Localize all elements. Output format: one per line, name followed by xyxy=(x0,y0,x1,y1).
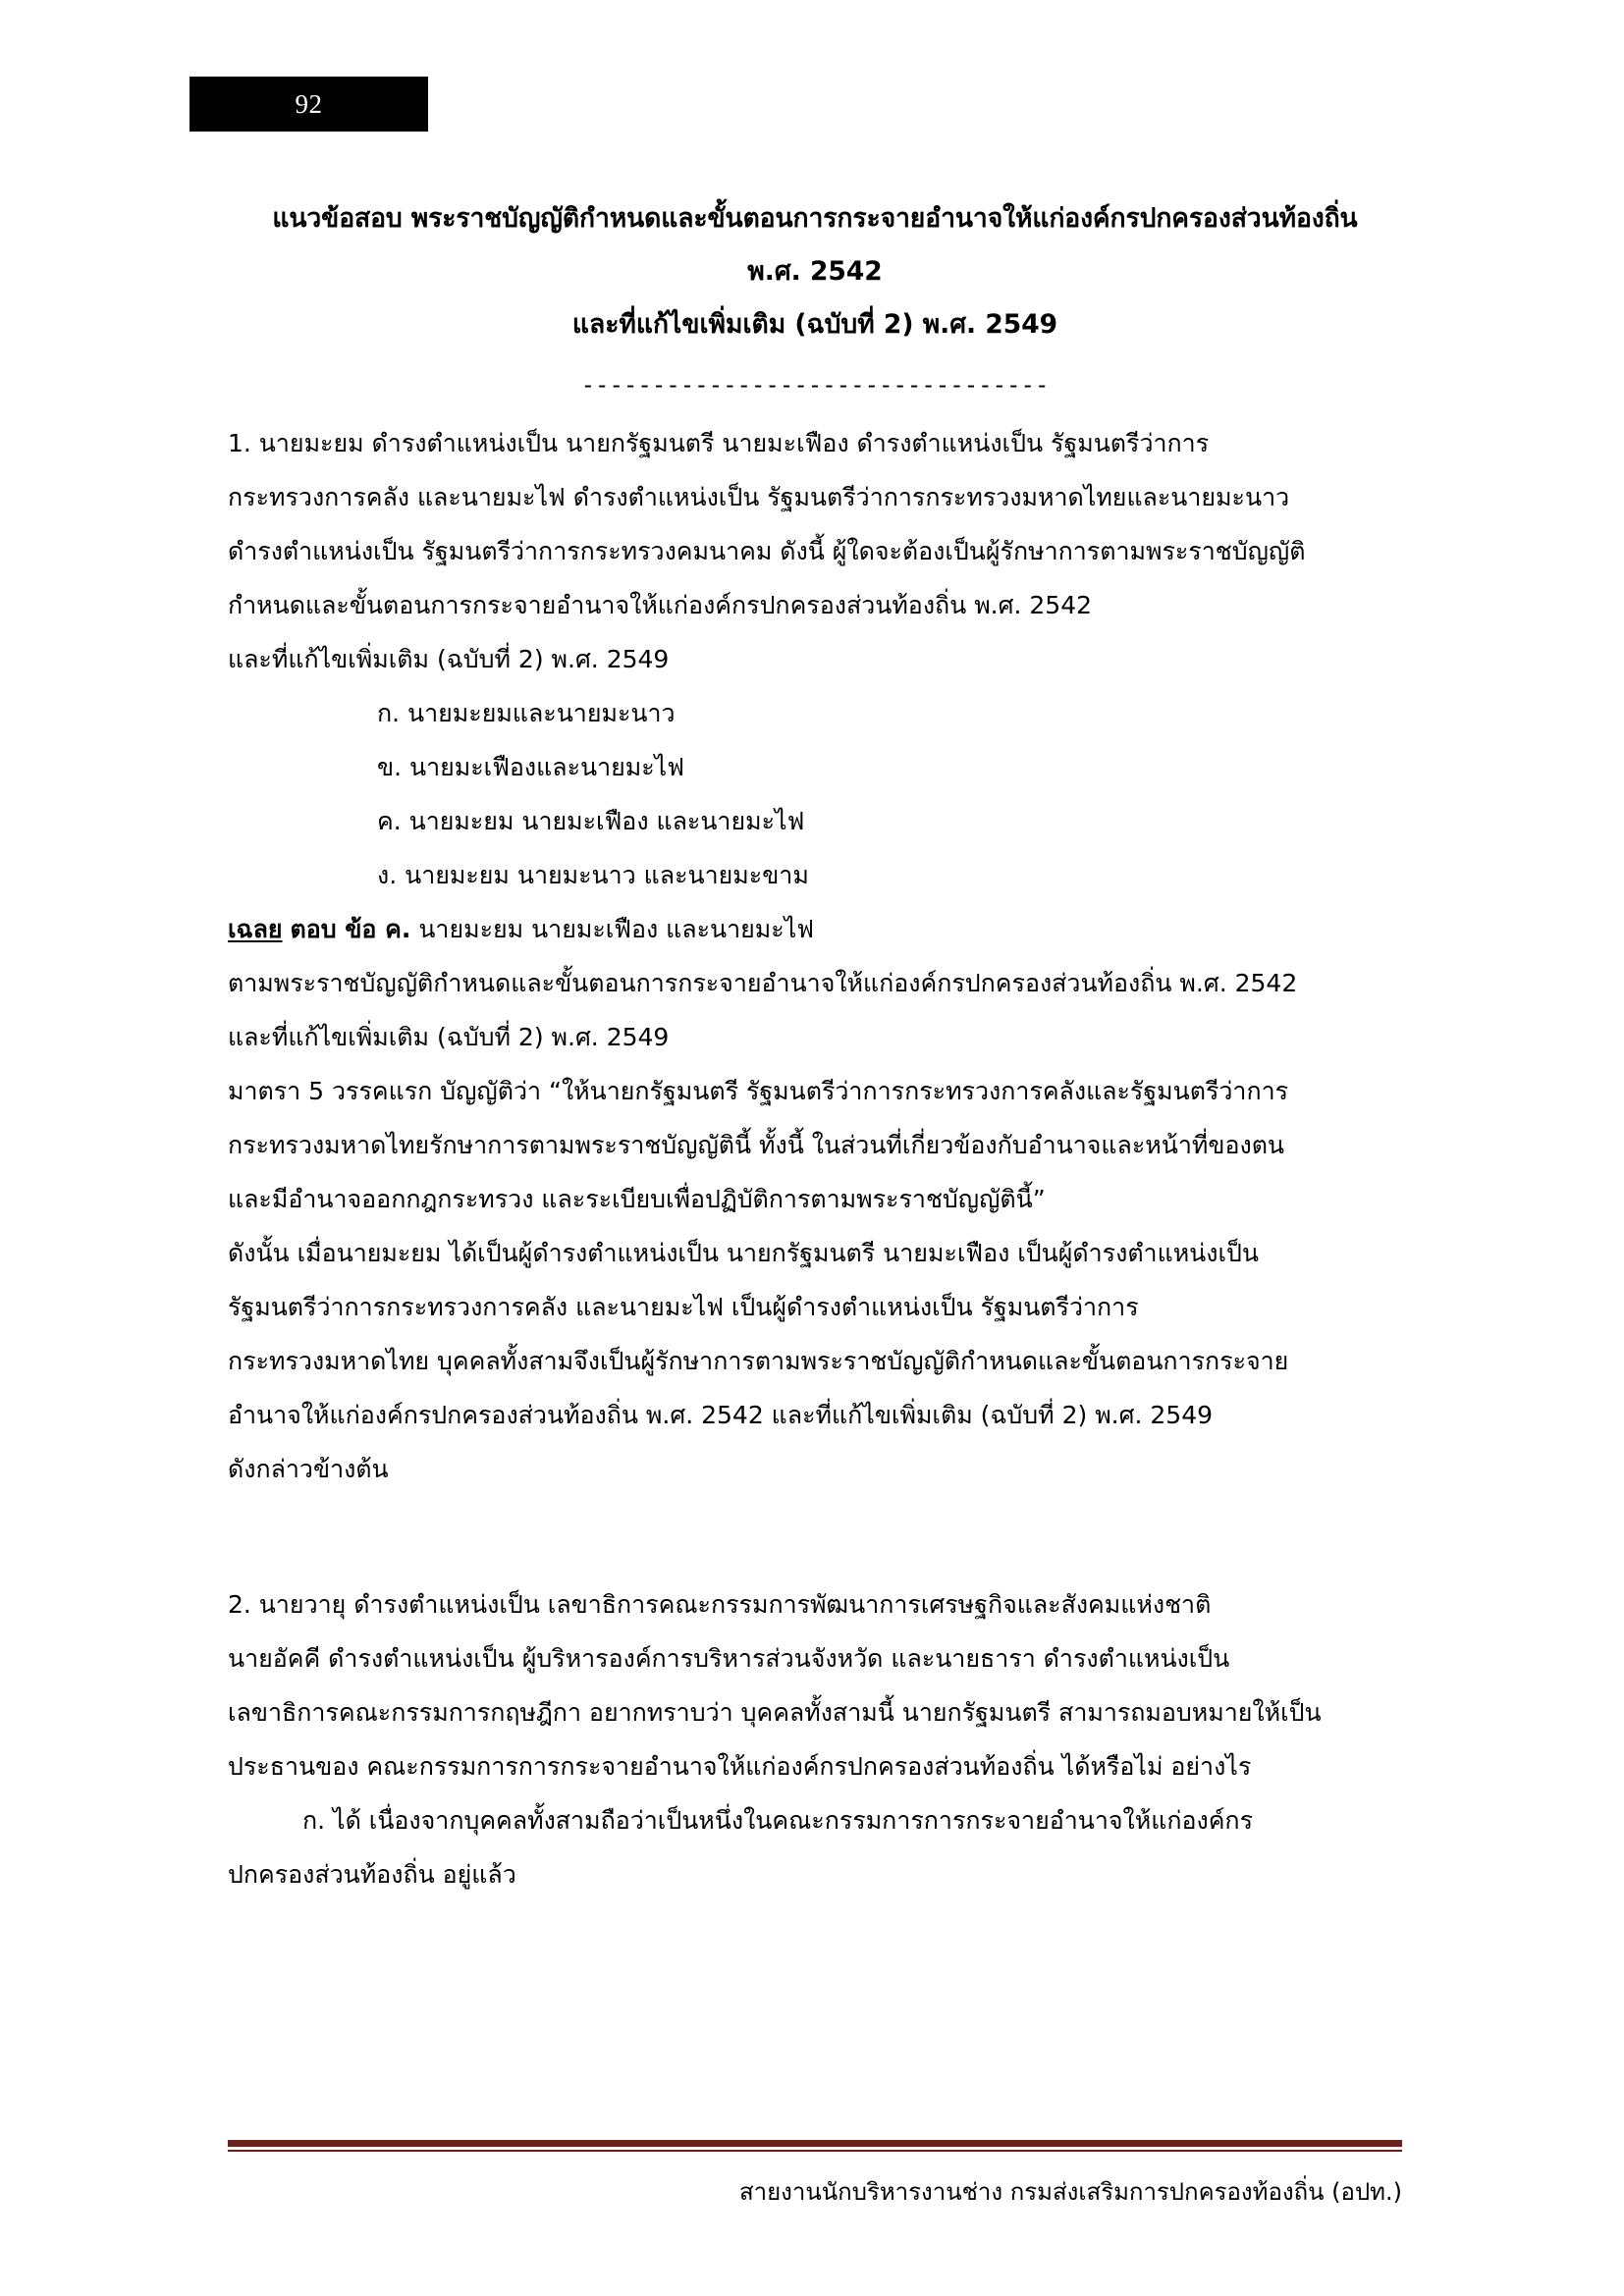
q1-choice-kho2[interactable]: ค. นายมะยม นายมะเฟือง และนายมะไฟ xyxy=(377,807,805,835)
document-title xyxy=(228,192,1402,351)
q1-explanation-line: และมีอำนาจออกกฎกระทรวง และระเบียบเพื่อปฏิบัติการตามพระราชบัญญัตินี้” xyxy=(228,1185,1046,1213)
q1-explanation-line: ดังกล่าวข้างต้น xyxy=(228,1455,389,1483)
q1-explanation-line: รัฐมนตรีว่าการกระทรวงการคลัง และนายมะไฟ เป็นผู้ดำรงตำแหน่งเป็น รัฐมนตรีว่าการ xyxy=(228,1293,1139,1321)
q1-answer-line xyxy=(228,902,1402,956)
q1-explanation-line: และที่แก้ไขเพิ่มเติม (ฉบับที่ 2) พ.ศ. 2549 xyxy=(228,1023,670,1051)
q2-stem-line: ประธานของ คณะกรรมการการกระจายอำนาจให้แก่องค์กรปกครองส่วนท้องถิ่น ได้หรือไม่ อย่างไร xyxy=(228,1752,1252,1781)
q1-choice-ko[interactable]: ก. นายมะยมและนายมะนาว xyxy=(377,699,676,727)
q1-explanation-line: กระทรวงมหาดไทยรักษาการตามพระราชบัญญัตินี้ ทั้งนี้ ในส่วนที่เกี่ยวข้องกับอำนาจและหน้าที่ของตน xyxy=(228,1131,1285,1159)
q1-stem-line: กระทรวงการคลัง และนายมะไฟ ดำรงตำแหน่งเป็น รัฐมนตรีว่าการกระทรวงมหาดไทยและนายมะนาว xyxy=(228,483,1290,511)
question-spacer-small xyxy=(228,1550,1402,1577)
q1-explanation-line: มาตรา 5 วรรคแรก บัญญัติว่า “ให้นายกรัฐมนตรี รัฐมนตรีว่าการกระทรวงการคลังและรัฐมนตรีว่าการ xyxy=(228,1077,1289,1105)
q2-stem-line: 2. นายวายุ ดำรงตำแหน่งเป็น เลขาธิการคณะกรรมการพัฒนาการเศรษฐกิจและสังคมแห่งชาติ xyxy=(228,1590,1212,1619)
q1-choice-ngo[interactable]: ง. นายมะยม นายมะนาว และนายมะขาม xyxy=(377,861,809,889)
footer-rule-thin xyxy=(228,2150,1402,2152)
answer-prefix: ตอบ ข้อ ค. xyxy=(290,915,411,943)
q1-stem-line: 1. นายมะยม ดำรงตำแหน่งเป็น นายกรัฐมนตรี นายมะเฟือง ดำรงตำแหน่งเป็น รัฐมนตรีว่าการ xyxy=(228,429,1210,457)
answer-label: เฉลย xyxy=(228,915,283,943)
footer-rule-thick xyxy=(228,2140,1402,2147)
q2-choice-ko[interactable]: ก. ได้ เนื่องจากบุคคลทั้งสามถือว่าเป็นหนึ่งในคณะกรรมการการกระจายอำนาจให้แก่องค์กร xyxy=(302,1806,1253,1835)
q1-explanation-line: ดังนั้น เมื่อนายมะยม ได้เป็นผู้ดำรงตำแหน่งเป็น นายกรัฐมนตรี นายมะเฟือง เป็นผู้ดำรงตำแหน่งเป็น xyxy=(228,1239,1259,1267)
footer-text: สายงานนักบริหารงานช่าง กรมส่งเสริมการปกครองท้องถิ่น (อปท.) xyxy=(738,2178,1402,2206)
q2-stem-line: เลขาธิการคณะกรรมการกฤษฎีกา อยากทราบว่า บุคคลทั้งสามนี้ นายกรัฐมนตรี สามารถมอบหมายให้เป็น xyxy=(228,1698,1322,1727)
q1-stem-line: และที่แก้ไขเพิ่มเติม (ฉบับที่ 2) พ.ศ. 2549 xyxy=(228,645,670,673)
answer-spacer xyxy=(283,915,291,943)
q2-choice-ko-cont: ปกครองส่วนท้องถิ่น อยู่แล้ว xyxy=(228,1860,516,1889)
answer-text: นายมะยม นายมะเฟือง และนายมะไฟ xyxy=(418,915,814,943)
title-line-3: และที่แก้ไขเพิ่มเติม (ฉบับที่ 2) พ.ศ. 2549 xyxy=(571,309,1058,340)
q1-choice-kho[interactable]: ข. นายมะเฟืองและนายมะไฟ xyxy=(377,753,684,781)
page-number-tab: 92 xyxy=(189,77,428,132)
q1-stem-line: ดำรงตำแหน่งเป็น รัฐมนตรีว่าการกระทรวงคมนาคม ดังนี้ ผู้ใดจะต้องเป็นผู้รักษาการตามพระราชบัญญัติ xyxy=(228,537,1306,565)
q1-stem-line: กำหนดและขั้นตอนการกระจายอำนาจให้แก่องค์กรปกครองส่วนท้องถิ่น พ.ศ. 2542 xyxy=(228,591,1093,619)
document-body xyxy=(228,416,1402,1901)
q2-stem-line: นายอัคคี ดำรงตำแหน่งเป็น ผู้บริหารองค์การบริหารส่วนจังหวัด และนายธารา ดำรงตำแหน่งเป็น xyxy=(228,1644,1230,1673)
page-footer xyxy=(228,2140,1402,2211)
document-content xyxy=(228,192,1402,1901)
title-line-1: แนวข้อสอบ พระราชบัญญัติกำหนดและขั้นตอนการกระจายอำนาจให้แก่องค์กรปกครองส่วนท้องถิ่น xyxy=(272,203,1358,234)
q1-explanation-line: กระทรวงมหาดไทย บุคคลทั้งสามจึงเป็นผู้รักษาการตามพระราชบัญญัติกำหนดและขั้นตอนการกระจาย xyxy=(228,1347,1289,1375)
question-spacer xyxy=(228,1496,1402,1550)
q1-explanation-line: ตามพระราชบัญญัติกำหนดและขั้นตอนการกระจายอำนาจให้แก่องค์กรปกครองส่วนท้องถิ่น พ.ศ. 2542 xyxy=(228,969,1298,997)
dashed-divider: --------------------------------- xyxy=(580,371,1050,399)
q1-explanation-line: อำนาจให้แก่องค์กรปกครองส่วนท้องถิ่น พ.ศ. 2542 และที่แก้ไขเพิ่มเติม (ฉบับที่ 2) พ.ศ. 2549 xyxy=(228,1401,1214,1429)
title-line-2: พ.ศ. 2542 xyxy=(747,256,883,287)
